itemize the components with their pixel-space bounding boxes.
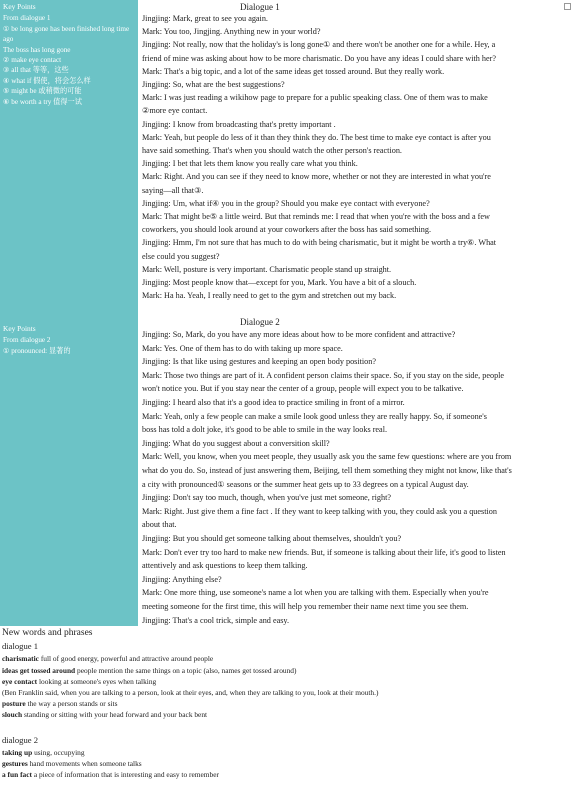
dialogue-line: else could you suggest? xyxy=(142,251,220,261)
vocab-term: ideas get tossed around xyxy=(2,665,76,675)
dialogue-line: a city with pronounced① seasons or the summer heat gets up to 33 degrees on a typical August day. xyxy=(142,479,469,489)
vocab-item xyxy=(2,709,572,720)
vocab-item xyxy=(2,758,572,769)
kp1-item: The boss has long gone xyxy=(3,45,71,54)
dialogue-line: Jingjing: Mark, great to see you again. xyxy=(142,14,268,23)
dialogue-line: Mark: Those two things are part of it. A confident person claims their space. So, if you stay on the side, people xyxy=(142,370,505,380)
kp1-item: ④ what if 假使，将会怎么样 xyxy=(3,76,91,85)
dialogue-line: Mark: You too, Jingjing. Anything new in your world? xyxy=(142,27,321,37)
dialogue-line: Jingjing: Um, what if④ you in the group? Should you make eye contact with everyone? xyxy=(142,198,430,208)
dialogue-line: Mark: Right. Just give them a fine fact . If they want to keep talking with you, they could ask you a question xyxy=(142,506,497,516)
vocab-term: posture xyxy=(2,699,26,709)
kp2-item: ① pronounced: 显著的 xyxy=(3,346,71,355)
dialogue-line: have said something. That's when you should watch the other person's reaction. xyxy=(142,146,402,155)
dialogue-line: Mark: That's a big topic, and a lot of the same ideas get tossed around. But they really work. xyxy=(142,66,445,76)
vocab-definition: the way a person stands or sits xyxy=(27,699,118,709)
dialogue-line: attentively and ask questions to keep them talking. xyxy=(142,561,308,571)
vocab-dialogue-2-list xyxy=(2,747,572,781)
dialogue-line: Jingjing: What do you suggest about a conversition skill? xyxy=(142,438,330,448)
dialogue-line: Mark: Yeah, but people do less of it than they think they do. The best time to make eye contact is after you xyxy=(142,132,491,142)
dialogue-line: Mark: Well, you know, when you meet people, they usually ask you the same few questions: where are you from xyxy=(142,452,512,462)
key-points-dialogue-2 xyxy=(3,324,135,356)
vocab-term: charismatic xyxy=(2,654,39,664)
kp1-item: ② make eye contact xyxy=(3,56,62,65)
key-points-dialogue-1 xyxy=(3,2,135,107)
dialogue-line: friend of mine was asking about how to be more charismatic. Do you have any ideas I could share with her? xyxy=(142,53,497,63)
key-points-title-2: Key Points xyxy=(3,324,36,333)
vocab-definition: full of good energy, powerful and attractive around people xyxy=(40,654,214,664)
dialogue-line: Jingjing: Hmm, I'm not sure that has much to do with being charismatic, but it might be worth a try⑥. What xyxy=(142,238,497,248)
vocab-definition: using, occupying xyxy=(34,747,85,757)
dialogue-line: won't notice you. But if you stay near the center of a group, people will expect you to be talkative. xyxy=(142,384,464,394)
dialogue-line: Mark: Don't ever try too hard to make new friends. But, if someone is talking about their life, it's good to listen xyxy=(142,547,506,557)
dialogue-line: ②more eye contact. xyxy=(142,106,208,116)
vocab-definition: people mention the same things on a topic (also, names get tossed around) xyxy=(77,665,297,675)
vocab-term: taking up xyxy=(2,747,33,757)
kp1-item: ① be long gone has been finished long time ago xyxy=(3,24,130,44)
dialogue-line: Jingjing: Not really, now that the holiday's is long gone① and there won't be another one for a while. Hey, a xyxy=(142,40,496,50)
vocab-item xyxy=(2,687,572,698)
dialogue-line: Mark: Ha ha. Yeah, I really need to get to the gym and stretchen out my back. xyxy=(142,291,397,301)
dialogue-line: what do you do. So, instead of just answering them, Beijing, tell them something they might not know, like that's xyxy=(142,466,512,475)
vocab-item xyxy=(2,665,572,676)
dialogue-line: Jingjing: I heard also that it's a good idea to practice smiling in front of a mirror. xyxy=(142,398,405,407)
kp1-item: ⑥ be worth a try 值得一试 xyxy=(3,97,82,106)
dialogue-line: Jingjing: I know from broadcasting that's pretty important . xyxy=(142,119,336,129)
dialogue-line: Jingjing: So, Mark, do you have any more ideas about how to be more confident and attractive? xyxy=(142,330,456,339)
vocab-item xyxy=(2,769,572,780)
dialogue-line: Mark: One more thing, use someone's name a lot when you are talking with them. Especially when you're xyxy=(142,588,489,598)
dialogue-1-title: Dialogue 1 xyxy=(240,2,280,12)
vocab-definition: looking at someone's eyes when talking xyxy=(38,676,157,686)
dialogue-line: coworkers, you should look around at your coworkers after the boss has said something. xyxy=(142,225,432,235)
vocab-definition: a piece of information that is interesting and easy to remember xyxy=(33,770,219,780)
dialogue-line: boss has told a dolt joke, it's good to be able to smile in the way looks real. xyxy=(142,425,388,435)
vocab-item xyxy=(2,698,572,709)
vocab-definition: hand movements when someone talks xyxy=(29,759,142,769)
dialogue-line: Mark: That might be⑤ a little weird. But that reminds me: I read that when you're with the boss and a few xyxy=(142,212,490,221)
dialogue-line: Jingjing: Don't say too much, though, when you've just met someone, right? xyxy=(142,493,392,503)
vocabulary-section xyxy=(2,628,572,780)
key-points-subtitle-1: From dialogue 1 xyxy=(3,14,51,23)
vocab-dialogue-1-heading: dialogue 1 xyxy=(2,641,39,652)
vocab-term: eye contact xyxy=(2,676,38,686)
dialogue-line: Jingjing: So, what are the best suggestions? xyxy=(142,80,285,89)
vocab-item xyxy=(2,676,572,687)
dialogue-line: Jingjing: That's a cool trick, simple and easy. xyxy=(142,615,290,625)
vocab-heading: New words and phrases xyxy=(2,628,93,638)
vocab-dialogue-2-heading: dialogue 2 xyxy=(2,734,39,745)
dialogue-line: about that. xyxy=(142,520,177,530)
kp1-item: ③ all that 等等，这些 xyxy=(3,66,69,75)
vocab-term: gestures xyxy=(2,759,28,769)
dialogue-line: Mark: Well, posture is very important. Charismatic people stand up straight. xyxy=(142,264,392,274)
dialogue-line: Jingjing: I bet that lets them know you really care what you think. xyxy=(142,159,358,169)
dialogue-line: saying—all that③. xyxy=(142,185,204,195)
vocab-item xyxy=(2,653,572,664)
key-points-title-1: Key Points xyxy=(3,2,36,11)
dialogue-line: Jingjing: But you should get someone talking about themselves, shouldn't you? xyxy=(142,534,402,543)
dialogue-line: Mark: Yeah, only a few people can make a smile look good unless they are really happy. So, if someone's xyxy=(142,411,487,421)
dialogue-2-title: Dialogue 2 xyxy=(240,317,280,327)
dialogue-line: Mark: Right. And you can see if they need to know more, whether or not they are interested in what you're xyxy=(142,172,491,182)
dialogue-line: Mark: Yes. One of them has to do with taking up more space. xyxy=(142,343,343,353)
corner-box-icon xyxy=(564,3,571,10)
dialogue-line: Jingjing: Anything else? xyxy=(142,574,222,584)
key-points-sidebar xyxy=(0,0,138,626)
vocab-definition: (Ben Franklin said, when you are talking to a person, look at their eyes, and, when they are talking to you, look at their mouth.) xyxy=(2,688,379,698)
vocab-term: slouch xyxy=(2,710,23,720)
dialogue-line: Jingjing: Is that like using gestures and keeping an open body position? xyxy=(142,357,376,367)
dialogue-line: meeting someone for the first time, this will help you remember their name next time you see them. xyxy=(142,602,469,611)
key-points-subtitle-2: From dialogue 2 xyxy=(3,336,51,345)
vocab-definition: standing or sitting with your head forward and your back bent xyxy=(24,710,208,720)
vocab-term: a fun fact xyxy=(2,770,32,780)
vocab-dialogue-1-list xyxy=(2,653,572,720)
dialogue-line: Mark: I was just reading a wikihow page to prepare for a public speaking class. One of them was to make xyxy=(142,93,488,103)
dialogue-line: Jingjing: Most people know that—except for you, Mark. You have a bit of a slouch. xyxy=(142,278,417,287)
vocab-item xyxy=(2,747,572,758)
kp1-item: ⑤ might be 或稍微的可能 xyxy=(3,87,82,96)
